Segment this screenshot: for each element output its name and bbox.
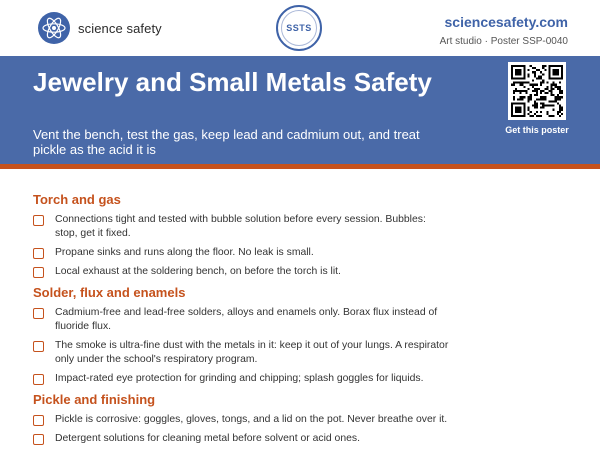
checklist bbox=[33, 192, 573, 450]
checkbox[interactable] bbox=[33, 374, 44, 385]
checklist-item-text: Local exhaust at the soldering bench, on before the torch is lit. bbox=[55, 266, 341, 277]
ssts-seal bbox=[276, 5, 322, 51]
brand-name: science safety bbox=[78, 20, 162, 36]
page-subtitle: Vent the bench, test the gas, keep lead and cadmium out, and treat pickle as the acid it is bbox=[33, 127, 420, 157]
checkbox[interactable] bbox=[33, 415, 44, 426]
seal-ring bbox=[281, 10, 317, 46]
top-bar bbox=[0, 0, 600, 56]
checkbox[interactable] bbox=[33, 267, 44, 278]
checklist-item-text: Pickle is corrosive: goggles, gloves, tongs, and a lid on the pot. Never breathe over it. bbox=[55, 414, 448, 425]
checklist-item-text: Connections tight and tested with bubble solution before every session. Bubbles: stop, get it fixed. bbox=[55, 214, 426, 239]
site-url-link[interactable]: sciencesafety.com bbox=[444, 14, 568, 30]
get-poster-link[interactable]: Get this poster bbox=[505, 125, 569, 135]
checklist-item bbox=[33, 306, 573, 334]
section-title: Torch and gas bbox=[33, 192, 121, 207]
checkbox[interactable] bbox=[33, 341, 44, 352]
checklist-item bbox=[33, 372, 573, 386]
banner-accent-stripe bbox=[0, 164, 600, 169]
checkbox[interactable] bbox=[33, 248, 44, 259]
checklist-section bbox=[33, 285, 573, 386]
checklist-item-text: Cadmium-free and lead-free solders, alloys and enamels only. Borax flux instead of fluoride flux. bbox=[55, 307, 438, 332]
checklist-item bbox=[33, 213, 573, 241]
poster-reference: Art studio · Poster SSP-0040 bbox=[439, 36, 568, 47]
checkbox[interactable] bbox=[33, 434, 44, 445]
checklist-item-text: Propane sinks and runs along the floor. No leak is small. bbox=[55, 247, 314, 258]
brand-logo[interactable] bbox=[38, 12, 162, 44]
checklist-item-text: The smoke is ultra-fine dust with the metals in it: keep it out of your lungs. A respirator only under the school's respiratory program. bbox=[55, 340, 449, 365]
checklist-item-text: Impact-rated eye protection for grinding and chipping; splash goggles for liquids. bbox=[55, 373, 424, 384]
checkbox[interactable] bbox=[33, 215, 44, 226]
site-info bbox=[440, 14, 568, 47]
checklist-item bbox=[33, 246, 573, 260]
checklist-section bbox=[33, 192, 573, 279]
checklist-item bbox=[33, 432, 573, 446]
checklist-item bbox=[33, 339, 573, 367]
checklist-item-text: Detergent solutions for cleaning metal before solvent or acid ones. bbox=[55, 433, 360, 444]
checklist-item bbox=[33, 413, 573, 427]
section-title: Pickle and finishing bbox=[33, 392, 156, 407]
checklist-item bbox=[33, 265, 573, 279]
section-title: Solder, flux and enamels bbox=[33, 285, 186, 300]
page-title: Jewelry and Small Metals Safety bbox=[33, 67, 432, 97]
checkbox[interactable] bbox=[33, 308, 44, 319]
qr-code-icon[interactable] bbox=[508, 62, 566, 120]
checklist-section bbox=[33, 392, 573, 446]
atom-icon bbox=[38, 12, 70, 44]
seal-text: SSTS bbox=[286, 23, 312, 33]
